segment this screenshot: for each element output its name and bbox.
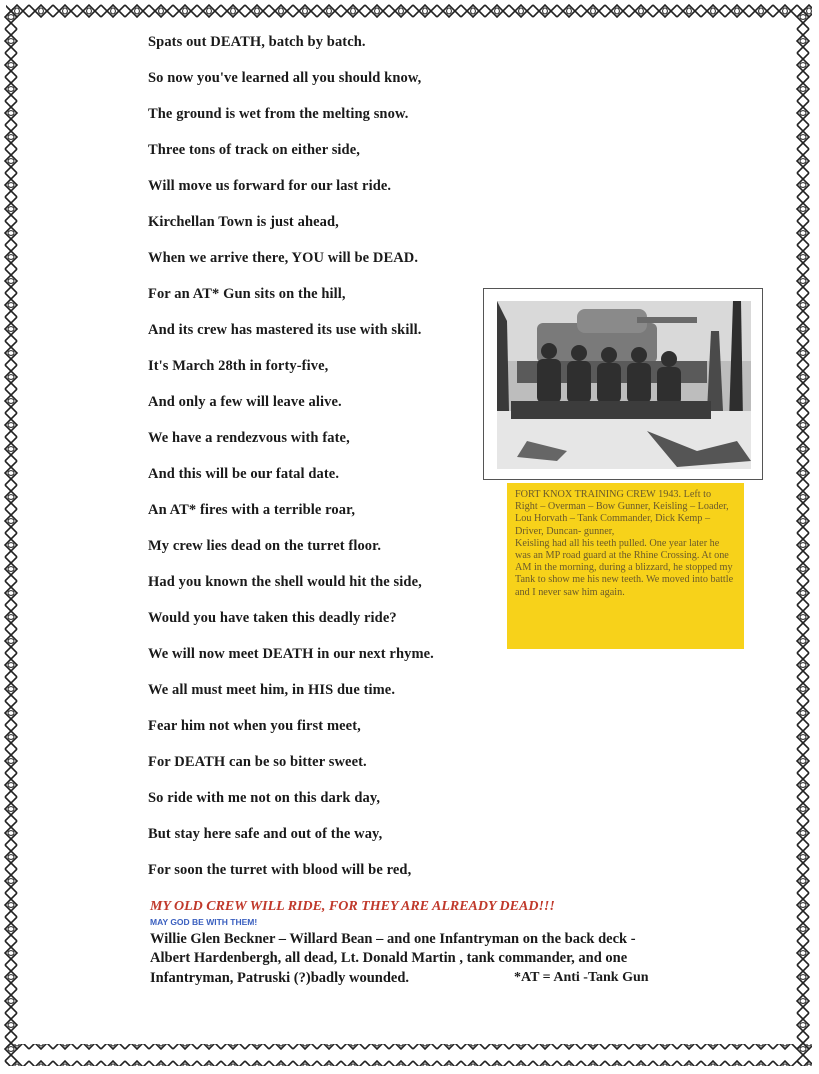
- poem-line: Will move us forward for our last ride.: [148, 178, 392, 194]
- poem-line: When we arrive there, YOU will be DEAD.: [148, 250, 419, 266]
- photo-caption: [507, 483, 744, 649]
- poem-line: Kirchellan Town is just ahead,: [148, 214, 339, 230]
- caption-story: Keisling had all his teeth pulled. One year later he was an MP road guard at the Rhine Crossing. At one AM in the morning, during a blizzard, he stopped my Tank to show me his new teeth. We moved into battle and I never saw him again.: [515, 537, 734, 598]
- caption-crew-names: FORT KNOX TRAINING CREW 1943. Left to Right – Overman – Bow Gunner, Keisling – Loader, Lou Horvath – Tank Commander, Dick Kemp – Driver, Duncan- gunner,: [515, 489, 729, 537]
- poem-line: Spats out DEATH, batch by batch.: [148, 34, 366, 50]
- poem-line: The ground is wet from the melting snow.: [148, 106, 409, 122]
- poem-line: We have a rendezvous with fate,: [148, 430, 350, 446]
- poem-line: An AT* fires with a terrible roar,: [148, 502, 356, 518]
- tank-crew-photo-illustration: [497, 301, 751, 469]
- casualty-line: Willie Glen Beckner – Willard Bean – and one Infantryman on the back deck -: [150, 931, 636, 947]
- poem-line: For an AT* Gun sits on the hill,: [148, 286, 346, 302]
- poem-line: And its crew has mastered its use with skill.: [148, 322, 422, 338]
- poem-line: For soon the turret with blood will be red,: [148, 862, 412, 878]
- closing-red-line: MY OLD CREW WILL RIDE, FOR THEY ARE ALREADY DEAD!!!: [150, 899, 555, 914]
- crew-photo: [483, 288, 763, 480]
- poem-line: Fear him not when you first meet,: [148, 718, 361, 734]
- poem-line: We all must meet him, in HIS due time.: [148, 682, 396, 698]
- poem-line: Would you have taken this deadly ride?: [148, 610, 397, 626]
- poem-line: And this will be our fatal date.: [148, 466, 340, 482]
- poem-line: Had you known the shell would hit the side,: [148, 574, 422, 590]
- casualty-line: Infantryman, Patruski (?)badly wounded.: [150, 970, 410, 986]
- casualty-line: Albert Hardenbergh, all dead, Lt. Donald Martin , tank commander, and one: [150, 950, 628, 966]
- poem-line: And only a few will leave alive.: [148, 394, 342, 410]
- poem-line: So ride with me not on this dark day,: [148, 790, 381, 806]
- at-footnote: *AT = Anti -Tank Gun: [514, 970, 649, 985]
- poem-line: It's March 28th in forty-five,: [148, 358, 329, 374]
- poem-line: For DEATH can be so bitter sweet.: [148, 754, 367, 770]
- poem-line: Three tons of track on either side,: [148, 142, 360, 158]
- poem-line: My crew lies dead on the turret floor.: [148, 538, 382, 554]
- poem-line: But stay here safe and out of the way,: [148, 826, 383, 842]
- closing-blessing: MAY GOD BE WITH THEM!: [150, 917, 258, 927]
- poem-line: So now you've learned all you should know,: [148, 70, 422, 86]
- poem-line: We will now meet DEATH in our next rhyme.: [148, 646, 434, 662]
